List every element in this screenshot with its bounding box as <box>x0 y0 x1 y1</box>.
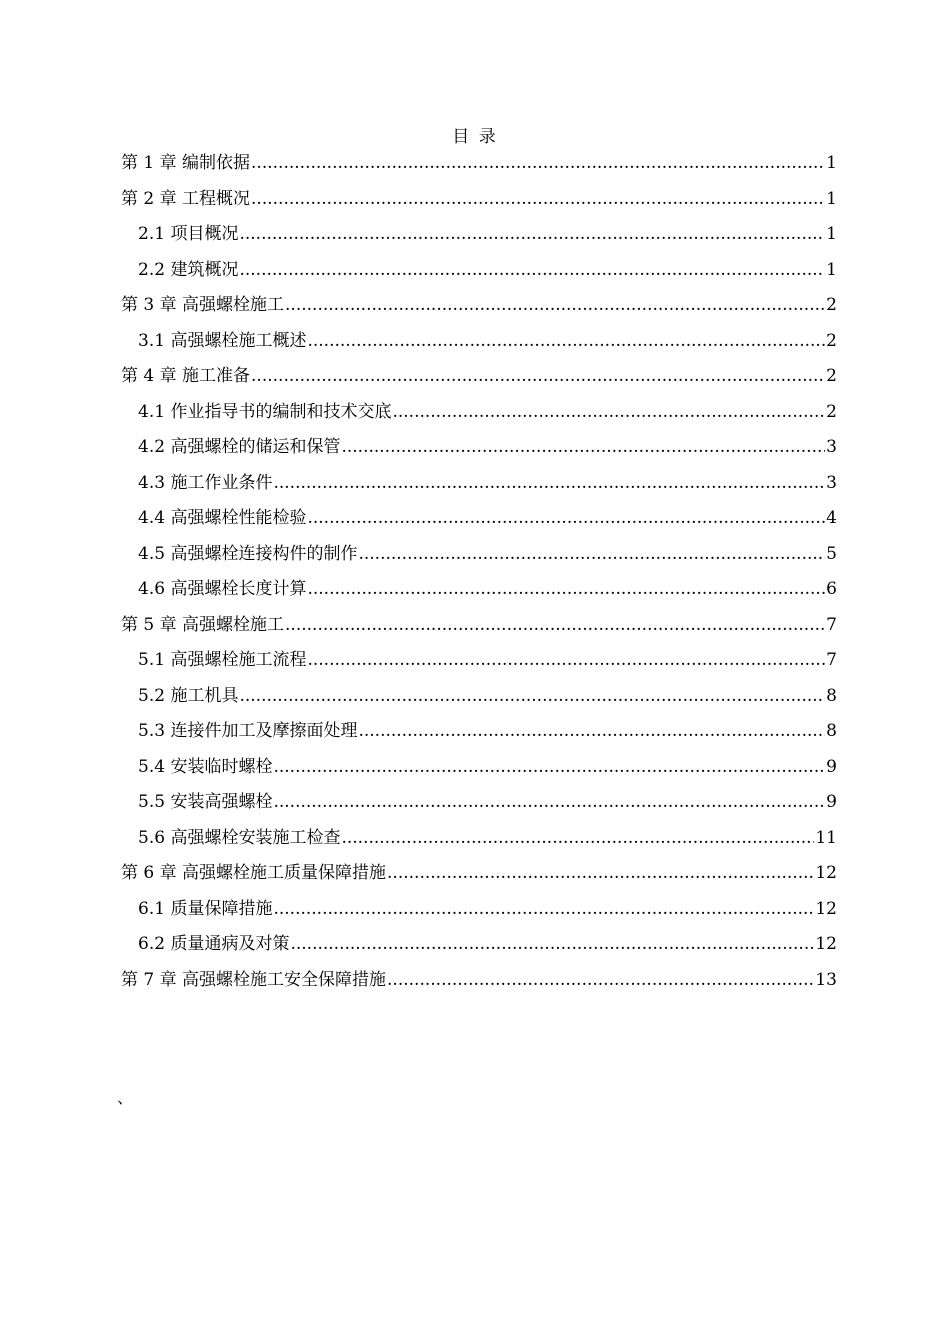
toc-leader-dots <box>307 329 825 353</box>
toc-entry-page: 2 <box>826 330 837 351</box>
toc-entry[interactable] <box>121 328 837 364</box>
toc-leader-dots <box>251 364 825 388</box>
toc-leader-dots <box>307 506 825 530</box>
toc-entry[interactable] <box>121 860 837 896</box>
toc-entry[interactable] <box>121 541 837 577</box>
toc-entry-label: 3.1 高强螺栓施工概述 <box>138 330 307 351</box>
toc-entry[interactable] <box>121 647 837 683</box>
toc-entry-label: 4.3 施工作业条件 <box>138 472 273 493</box>
toc-entry[interactable] <box>121 612 837 648</box>
toc-entry[interactable] <box>121 470 837 506</box>
toc-entry[interactable] <box>121 967 837 1003</box>
toc-title: 目 录 <box>452 127 498 147</box>
toc-entry-page: 3 <box>826 437 837 457</box>
toc-entry-label: 第 7 章 高强螺栓施工安全保障措施 <box>121 969 387 990</box>
toc-entry[interactable] <box>121 399 837 435</box>
toc-leader-dots <box>251 187 825 211</box>
toc-entry-label: 2.1 项目概况 <box>138 224 239 244</box>
toc-entry-page: 2 <box>826 401 837 422</box>
toc-entry-page: 9 <box>826 756 837 777</box>
toc-entry[interactable] <box>121 718 837 754</box>
toc-leader-dots <box>273 897 814 921</box>
toc-entry-label: 4.1 作业指导书的编制和技术交底 <box>138 401 392 422</box>
toc-entry-page: 8 <box>826 721 837 741</box>
toc-entry[interactable] <box>121 789 837 825</box>
toc-entry-page: 12 <box>815 863 837 883</box>
toc-entry-label: 第 1 章 编制依据 <box>121 153 251 173</box>
toc-entry-page: 5 <box>826 543 837 564</box>
toc-entry-label: 5.4 安装临时螺栓 <box>138 756 273 777</box>
toc-entry[interactable] <box>121 292 837 328</box>
toc-entry-label: 第 3 章 高强螺栓施工 <box>121 295 285 315</box>
toc-entry-page: 9 <box>826 792 837 812</box>
toc-entry-page: 13 <box>815 969 837 990</box>
toc-entry-page: 12 <box>815 898 837 919</box>
toc-leader-dots <box>239 258 825 282</box>
toc-entry-label: 5.6 高强螺栓安装施工检查 <box>138 827 341 848</box>
toc-entry-page: 2 <box>826 366 837 386</box>
toc-leader-dots <box>358 542 825 566</box>
toc-entry-label: 5.1 高强螺栓施工流程 <box>138 650 307 670</box>
toc-entry-label: 6.1 质量保障措施 <box>138 898 273 919</box>
toc-leader-dots <box>387 968 814 992</box>
toc-leader-dots <box>307 577 825 601</box>
toc-leader-dots <box>251 151 825 175</box>
toc-leader-dots <box>290 932 814 956</box>
toc-entry-page: 6 <box>826 579 837 599</box>
toc-entry-label: 4.5 高强螺栓连接构件的制作 <box>138 543 358 564</box>
toc-leader-dots <box>239 222 825 246</box>
toc-entry-page: 7 <box>826 650 837 670</box>
toc-entry-label: 4.4 高强螺栓性能检验 <box>138 508 307 528</box>
toc-leader-dots <box>307 648 825 672</box>
toc-leader-dots <box>285 293 825 317</box>
toc-leader-dots <box>239 684 825 708</box>
toc-entry-label: 5.3 连接件加工及摩擦面处理 <box>138 721 358 741</box>
toc-leader-dots <box>392 400 825 424</box>
stray-mark: 、 <box>117 1088 134 1107</box>
toc-leader-dots <box>273 471 825 495</box>
toc-entry-page: 7 <box>826 614 837 635</box>
toc-entry[interactable] <box>121 825 837 861</box>
toc-entry[interactable] <box>121 576 837 612</box>
toc-entry-page: 1 <box>826 224 837 244</box>
toc-entry-page: 1 <box>826 153 837 173</box>
toc-entry-label: 5.5 安装高强螺栓 <box>138 792 273 812</box>
toc-leader-dots <box>387 861 814 885</box>
toc-entry[interactable] <box>121 683 837 719</box>
toc-entry-label: 2.2 建筑概况 <box>138 259 239 280</box>
toc-entry[interactable] <box>121 896 837 932</box>
table-of-contents <box>121 150 837 1002</box>
toc-entry-page: 4 <box>826 508 837 528</box>
toc-entry-label: 4.2 高强螺栓的储运和保管 <box>138 437 341 457</box>
toc-entry-label: 第 5 章 高强螺栓施工 <box>121 614 285 635</box>
toc-entry-page: 1 <box>826 188 837 209</box>
toc-leader-dots <box>341 826 814 850</box>
toc-leader-dots <box>273 755 825 779</box>
toc-entry[interactable] <box>121 186 837 222</box>
toc-entry-page: 1 <box>826 259 837 280</box>
toc-entry[interactable] <box>121 221 837 257</box>
toc-entry-label: 第 4 章 施工准备 <box>121 366 251 386</box>
toc-entry-label: 4.6 高强螺栓长度计算 <box>138 579 307 599</box>
toc-entry-page: 12 <box>815 934 837 954</box>
toc-leader-dots <box>285 613 825 637</box>
toc-entry[interactable] <box>121 505 837 541</box>
toc-entry-page: 11 <box>815 827 837 848</box>
toc-entry-page: 2 <box>826 295 837 315</box>
toc-entry[interactable] <box>121 754 837 790</box>
toc-entry-label: 5.2 施工机具 <box>138 685 239 706</box>
toc-entry[interactable] <box>121 150 837 186</box>
toc-entry[interactable] <box>121 434 837 470</box>
toc-leader-dots <box>273 790 825 814</box>
toc-entry-page: 3 <box>826 472 837 493</box>
toc-entry-label: 6.2 质量通病及对策 <box>138 934 290 954</box>
toc-leader-dots <box>341 435 825 459</box>
toc-entry-label: 第 2 章 工程概况 <box>121 188 251 209</box>
toc-entry-label: 第 6 章 高强螺栓施工质量保障措施 <box>121 863 387 883</box>
toc-entry[interactable] <box>121 363 837 399</box>
toc-entry-page: 8 <box>826 685 837 706</box>
toc-entry[interactable] <box>121 931 837 967</box>
toc-entry[interactable] <box>121 257 837 293</box>
toc-leader-dots <box>358 719 825 743</box>
